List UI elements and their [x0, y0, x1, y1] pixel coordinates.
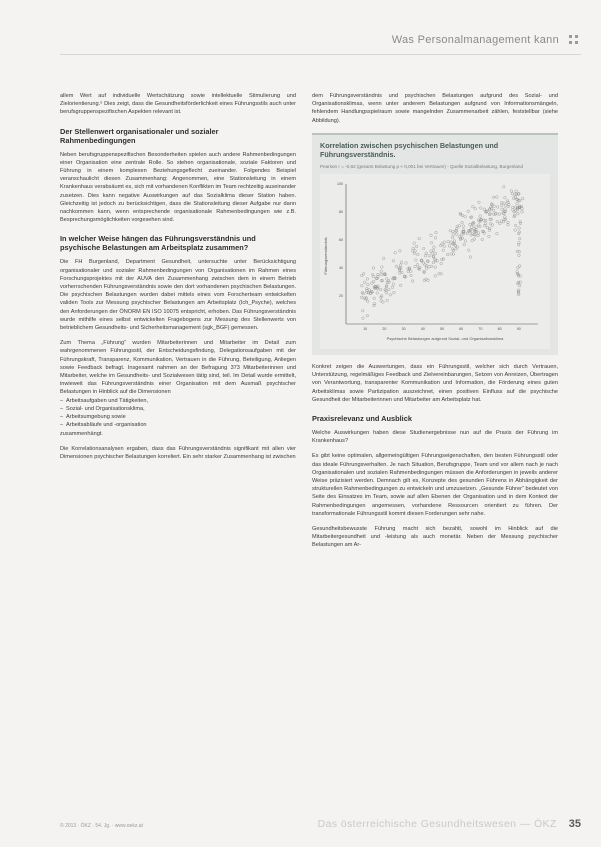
- body-paragraph: zusammenhängt.: [60, 430, 103, 437]
- x-tick-label: 30: [401, 326, 406, 331]
- y-tick-label: 80: [339, 210, 343, 215]
- body-paragraph: Welche Auswirkungen haben diese Studienergebnisse nun auf die Praxis der Führung im Krankenhaus?: [312, 430, 558, 445]
- x-tick-label: 20: [382, 326, 387, 331]
- footer-copyright: © 2013 · ÖKZ · 54. Jg. · www.oekz.at: [60, 823, 143, 829]
- list-item: – Arbeitsabläufe und -organisation: [60, 421, 296, 429]
- grid-dots-icon: [569, 35, 579, 45]
- y-axis-label: Führungsverständnis: [323, 237, 328, 275]
- header-rule: [60, 54, 581, 55]
- intro-paragraph: allem Wert auf individuelle Wertschätzung sowie intellektuelle Stimulierung und Zielorientierung.⁵ Dies zeigt, dass die Gesundheitsförderlichkeit eines Führungsstils auch unter berufsgruppenspezifischen Aspekten relevant ist.: [60, 93, 296, 116]
- list-item: – Arbeitsaufgaben und Tätigkeiten,: [60, 397, 296, 405]
- section-heading: In welcher Weise hängen das Führungsverständnis und psychische Belastungen am Arbeitsplatz zusammen?: [60, 234, 256, 253]
- x-tick-label: 90: [516, 326, 521, 331]
- section-heading: Der Stellenwert organisationaler und sozialer Rahmenbedingungen: [60, 126, 219, 145]
- x-tick-label: 60: [459, 326, 464, 331]
- x-tick-label: 50: [440, 326, 444, 331]
- x-tick-label: 80: [497, 326, 502, 331]
- figure-caption: Pearson r = -0,82 (gesamt Belastung p < 0,001 bei Vertrauen) - Quelle Sozialbelastung, Burgenland: [320, 163, 524, 169]
- left-column: [60, 92, 296, 468]
- body-paragraph: Die Korrelationsanalysen ergaben, dass das Führungsverständnis signifikant mit allen vier Dimensionen psychischer Belastungen korreliert. Ein sehr starker Zusammenhang ist zwischen: [60, 445, 296, 460]
- x-axis-label: Psychische Belastungen aufgrund Sozial- und Organisationsklima: [386, 335, 504, 341]
- body-paragraph: Gesundheitsbewusste Führung macht sich bezahlt, sowohl im Hinblick auf die Mitarbeitergesundheit und -leistung als auch monetär. Neben der Messung psychischer Belastungen am Ar-: [312, 526, 558, 549]
- right-column: [312, 92, 558, 557]
- scatter-plot: [320, 174, 550, 346]
- page-number: 35: [568, 818, 581, 830]
- body-paragraph: Zum Thema „Führung“ wurden Mitarbeiterinnen und Mitarbeiter im Detail zum wahrgenommenen Führungsstil, der Entscheidungsfindung, Delegationsaufgaben mit der Führungskraft, Transparenz, Kommunikation, Vertrauen in die Führung, Beteiligung, Anliegen sowie Feedback befragt. Insgesamt nahmen an der Befragung 373 Mitarbeiterinnen und Mitarbeiter, welche im Gesundheits- und Sozialwesen tätig sind, teil. Im Detail wurde ermittelt, inwieweit das Führungsverständnis einer Organisation mit dem Ausmaß psychischer Belastungen in Hinblick auf die Dimensionen: [60, 340, 296, 396]
- figure-box: [312, 133, 558, 355]
- figure-title: Korrelation zwischen psychischen Belastungen und Führungsverständnis.: [320, 140, 499, 159]
- running-title: Was Personalmanagement kann: [391, 34, 559, 46]
- journal-title: Das österreichische Gesundheitswesen — ÖKZ: [317, 818, 557, 830]
- body-paragraph: Die FH Burgenland, Department Gesundheit, untersuchte unter Berücksichtigung organisationaler und sozialer Rahmenbedingungen von Organisationen im Rahmen eines Forschungsprojektes mit der AUVA den Zusammenhang zwischen dem in einem Betrieb vorherrschenden Führungsverständnis sowie den dort vorhandenen psychischen Belastungen. Die psychischen Belastungen wurden dabei mittels eines vom Forscherteam entwickelten validen Tools zur Messung psychischer Belastungen am Arbeitsplatz (Ich_Psyche), welches den Anforderungen der ÖNORM EN ISO 10075 entspricht, erhoben. Das Führungsverständnis wurde mithilfe eines selbst entwickelten Fragebogens zur Messung des Stellenwerts von betrieblichem Gesundheits- und Sicherheitsmanagement (sgk_BGF) gemessen.: [60, 259, 296, 332]
- body-paragraph: dem Führungsverständnis und psychischen Belastungen aufgrund des Sozial- und Organisationsklimas, wenn unter anderem Belastungen aufgrund von Informationsmängeln, fehlendem Handlungsspielraum sowie mangelnden Zusammenarbeit zählen, feststellbar (siehe Abbildung).: [312, 93, 558, 124]
- y-tick-label: 60: [339, 238, 343, 243]
- scatter-chart: [320, 174, 550, 349]
- body-paragraph: Es gibt keine optimalen, allgemeingültigen Führungseigenschaften, den besten Führungsstil oder das ideale Führungsverhalten. Je nach Situation, Berufsgruppe, Team und vor allem nach je nach Organisationalen und sozialen Rahmenbedingungen müssen die Anforderungen in jeweils anderer Weise präzisiert werden. Demnach gilt es, Konzepte des gesunden Führens in Abhängigkeit der strukturellen Rahmenbedingungen zu entwickeln und umzusetzen. „Gesunde Führer“ bedeutet von Seite des Einsatzes im Team, sowie auf allen Ebenen der Organisation und in dem Kontext der Rahmenbedingungen angemessen, vorhandene Ressourcen orientiert zu führen. Der transformationale Führungsstil kommt diesen Forderungen sehr nahe.: [312, 453, 558, 517]
- footer-right: [318, 818, 581, 830]
- y-tick-label: 20: [339, 294, 343, 299]
- list-item: – Sozial- und Organisationsklima,: [60, 405, 296, 413]
- y-tick-label: 40: [339, 266, 343, 271]
- x-tick-label: 10: [363, 326, 368, 331]
- x-tick-label: 70: [478, 326, 483, 331]
- running-head: [392, 34, 579, 46]
- body-paragraph: Neben berufsgruppenspezifischen Besonderheiten spielen auch andere Rahmenbedingungen einer Organisation eine zentrale Rolle. So stehen organisationale, soziale Faktoren und Führung in einem komplexen Beziehungsgeflecht zueinander. Folgendes Beispiel veranschaulicht diesen Zusammenhang: Angenommen, eine Stationsleitung in einem Krankenhaus verabsäumt es, sich mit vorhandenen Konflikten im Team rechtzeitig auseinander zusetzen. Dies kann negative Auswirkungen auf das Sozialklima dieser Station haben. Gleichzeitig ist jedoch zu berücksichtigen, dass die Stationsleitung dieser Aufgabe nur dann nachkommen kann, wenn entsprechende organisationale Rahmenbedingungen wie z.B. Besprechungsmöglichkeiten vorgesehen sind.: [60, 151, 296, 224]
- x-tick-label: 40: [420, 326, 425, 331]
- section-heading: Praxisrelevanz und Ausblick: [312, 414, 412, 424]
- body-paragraph: Konkret zeigen die Auswertungen, dass ein Führungsstil, welcher sich durch Vertrauen, Unterstützung, regelmäßiges Feedback und Zielvereinbarungen, Setzen von Anreizen, Übertragen von Verantwortung, transparenter Kommunikation und Information, die Förderung eines guten Arbeitsklimas sowie Partizipation auszeichnet, einen positiven Einfluss auf die psychische Gesundheit der Mitarbeiterinnen und Mitarbeiter am Arbeitsplatz hat.: [312, 364, 558, 403]
- list-item: – Arbeitsumgebung sowie: [60, 413, 296, 421]
- dimension-list: [60, 397, 296, 430]
- y-tick-label: 100: [337, 182, 343, 187]
- page-footer: [60, 818, 581, 830]
